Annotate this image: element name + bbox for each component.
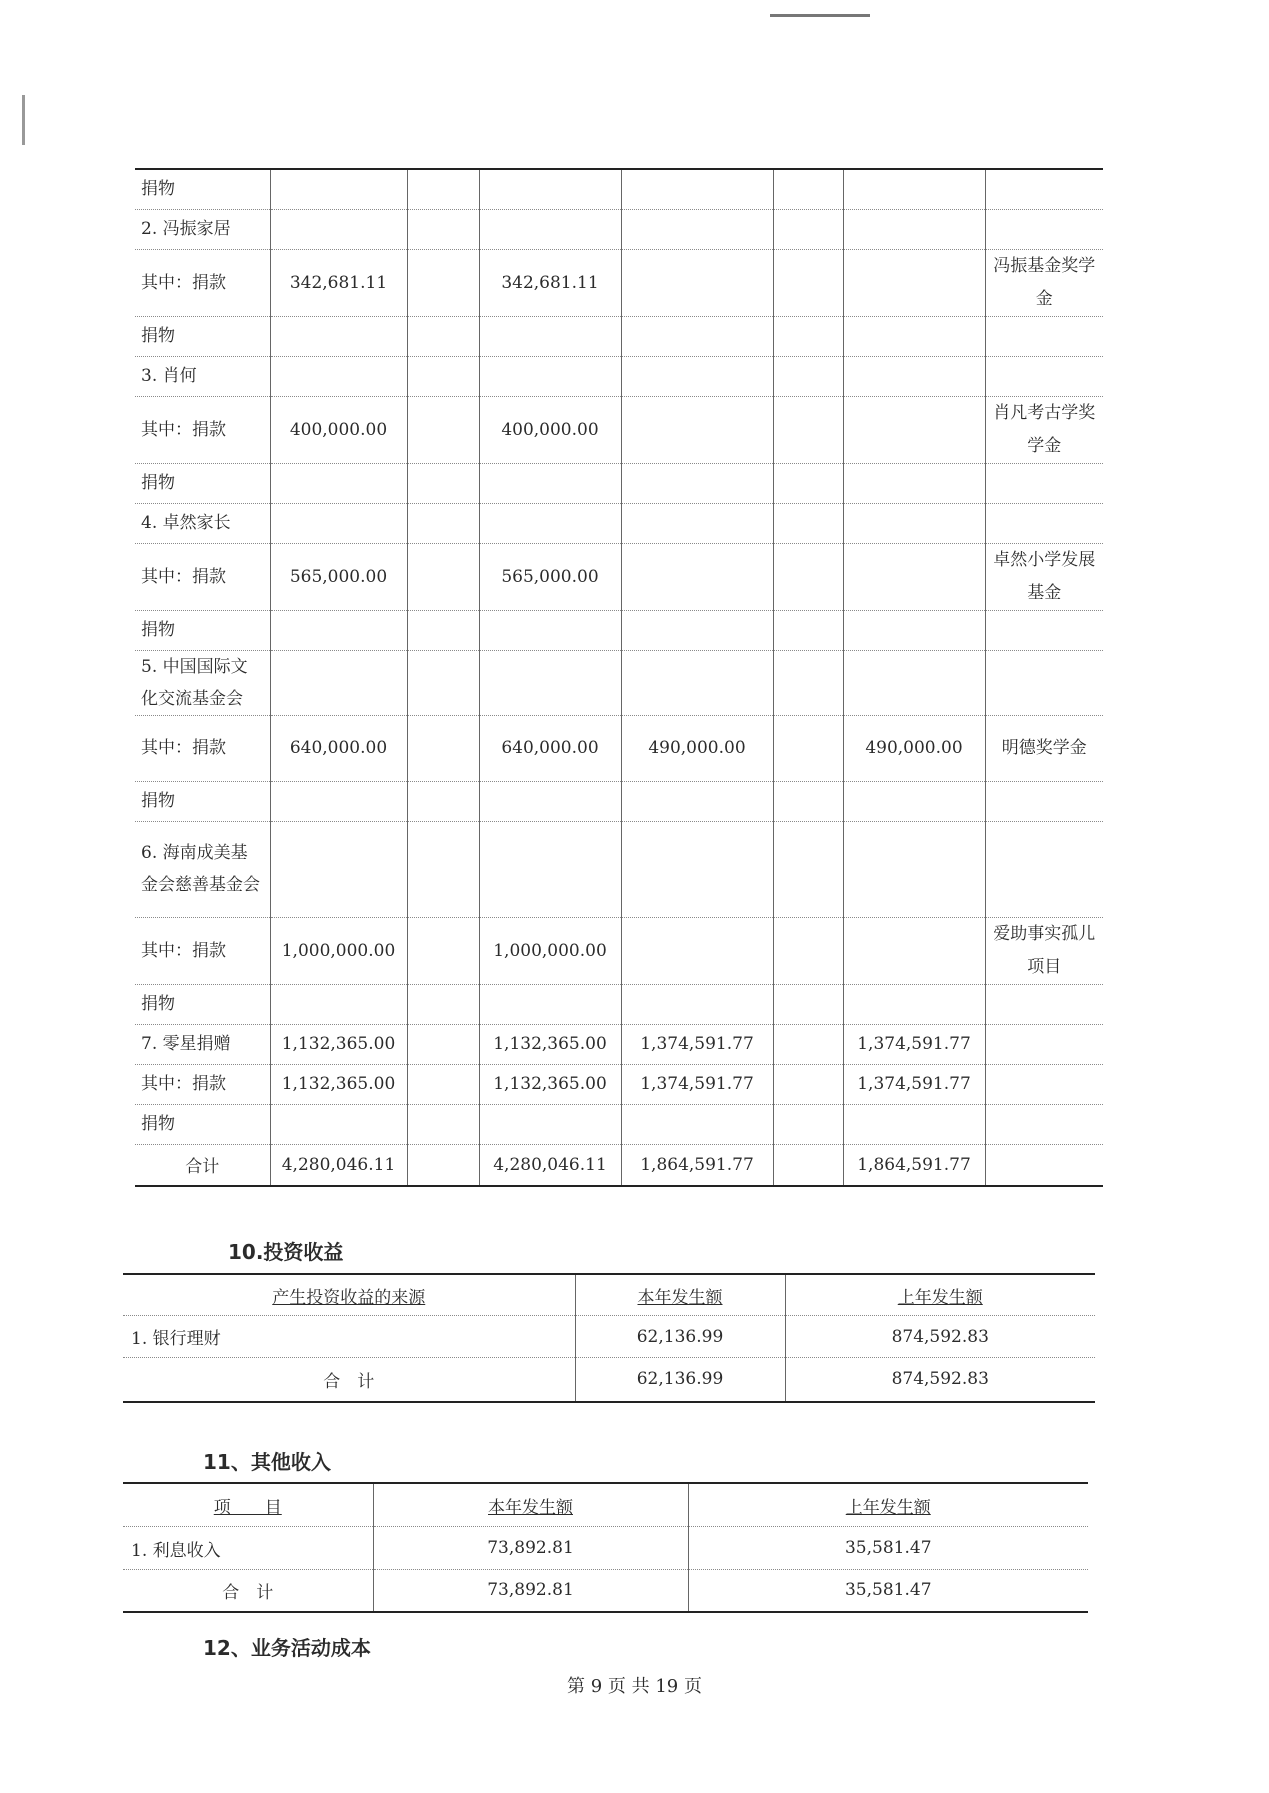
value-col-2 bbox=[479, 356, 621, 396]
table-row bbox=[135, 249, 1103, 316]
value-col-4: 490,000.00 bbox=[843, 715, 985, 781]
row-label: 捐物 bbox=[135, 610, 270, 650]
spacer-col-1 bbox=[407, 463, 479, 503]
value-col-1 bbox=[270, 984, 407, 1024]
value-col-2: 1,132,365.00 bbox=[479, 1064, 621, 1104]
value-col-2: 342,681.11 bbox=[479, 249, 621, 316]
value-col-1 bbox=[270, 781, 407, 821]
value-col-3 bbox=[621, 610, 773, 650]
row-label: 1. 利息收入 bbox=[123, 1527, 373, 1570]
value-col-4 bbox=[843, 821, 985, 917]
row-label: 合 计 bbox=[123, 1358, 575, 1402]
value-col-3 bbox=[621, 821, 773, 917]
spacer-col-2 bbox=[773, 715, 843, 781]
other-income-table bbox=[123, 1482, 1088, 1613]
value-col-4 bbox=[843, 356, 985, 396]
value-col-1 bbox=[270, 463, 407, 503]
table-header-row bbox=[123, 1483, 1088, 1527]
spacer-col-1 bbox=[407, 356, 479, 396]
header-source: 产生投资收益的来源 bbox=[123, 1274, 575, 1316]
row-purpose bbox=[985, 610, 1103, 650]
table-row bbox=[135, 396, 1103, 463]
row-purpose bbox=[985, 984, 1103, 1024]
row-label: 5. 中国国际文化交流基金会 bbox=[135, 650, 270, 715]
spacer-col-1 bbox=[407, 1104, 479, 1144]
value-col-1: 1,000,000.00 bbox=[270, 917, 407, 984]
value-col-1 bbox=[270, 650, 407, 715]
value-col-4: 1,374,591.77 bbox=[843, 1024, 985, 1064]
header-prior: 上年发生额 bbox=[785, 1274, 1095, 1316]
table-row bbox=[135, 650, 1103, 715]
row-purpose bbox=[985, 1144, 1103, 1186]
row-purpose: 卓然小学发展基金 bbox=[985, 543, 1103, 610]
value-col-2 bbox=[479, 610, 621, 650]
spacer-col-2 bbox=[773, 650, 843, 715]
row-label: 2. 冯振家居 bbox=[135, 209, 270, 249]
value-col-2 bbox=[479, 503, 621, 543]
value-col-4: 1,374,591.77 bbox=[843, 1064, 985, 1104]
value-col-4 bbox=[843, 984, 985, 1024]
row-purpose bbox=[985, 1064, 1103, 1104]
row-label: 捐物 bbox=[135, 169, 270, 209]
section-11-title: 11、其他收入 bbox=[203, 1450, 331, 1474]
row-prior: 874,592.83 bbox=[785, 1358, 1095, 1402]
value-col-1 bbox=[270, 316, 407, 356]
value-col-1 bbox=[270, 209, 407, 249]
row-purpose bbox=[985, 463, 1103, 503]
value-col-3: 490,000.00 bbox=[621, 715, 773, 781]
spacer-col-2 bbox=[773, 396, 843, 463]
table-header-row bbox=[123, 1274, 1095, 1316]
section-10-title: 10.投资收益 bbox=[228, 1240, 344, 1264]
spacer-col-1 bbox=[407, 821, 479, 917]
row-current: 73,892.81 bbox=[373, 1527, 688, 1570]
value-col-3 bbox=[621, 543, 773, 610]
row-label: 1. 银行理财 bbox=[123, 1316, 575, 1358]
row-purpose bbox=[985, 1104, 1103, 1144]
table-row bbox=[135, 463, 1103, 503]
spacer-col-1 bbox=[407, 169, 479, 209]
value-col-3 bbox=[621, 984, 773, 1024]
row-purpose: 明德奖学金 bbox=[985, 715, 1103, 781]
row-purpose: 冯振基金奖学金 bbox=[985, 249, 1103, 316]
spacer-col-1 bbox=[407, 209, 479, 249]
scan-mark-left bbox=[22, 95, 25, 145]
value-col-1 bbox=[270, 503, 407, 543]
spacer-col-2 bbox=[773, 169, 843, 209]
header-current: 本年发生额 bbox=[575, 1274, 785, 1316]
table-row bbox=[135, 715, 1103, 781]
value-col-2: 640,000.00 bbox=[479, 715, 621, 781]
table-row bbox=[135, 917, 1103, 984]
table-row bbox=[135, 781, 1103, 821]
table-row bbox=[135, 316, 1103, 356]
value-col-2 bbox=[479, 209, 621, 249]
row-purpose: 肖凡考古学奖学金 bbox=[985, 396, 1103, 463]
value-col-2 bbox=[479, 463, 621, 503]
row-label: 3. 肖何 bbox=[135, 356, 270, 396]
spacer-col-1 bbox=[407, 781, 479, 821]
row-prior: 35,581.47 bbox=[688, 1570, 1088, 1612]
table-row bbox=[135, 1064, 1103, 1104]
spacer-col-1 bbox=[407, 715, 479, 781]
row-label: 6. 海南成美基金会慈善基金会 bbox=[135, 821, 270, 917]
value-col-4 bbox=[843, 463, 985, 503]
value-col-3: 1,374,591.77 bbox=[621, 1024, 773, 1064]
value-col-2: 1,132,365.00 bbox=[479, 1024, 621, 1064]
spacer-col-2 bbox=[773, 1104, 843, 1144]
value-col-4 bbox=[843, 781, 985, 821]
row-label: 捐物 bbox=[135, 781, 270, 821]
spacer-col-2 bbox=[773, 610, 843, 650]
spacer-col-1 bbox=[407, 396, 479, 463]
value-col-4 bbox=[843, 503, 985, 543]
value-col-1: 640,000.00 bbox=[270, 715, 407, 781]
spacer-col-2 bbox=[773, 249, 843, 316]
row-label: 4. 卓然家长 bbox=[135, 503, 270, 543]
spacer-col-1 bbox=[407, 610, 479, 650]
value-col-1: 4,280,046.11 bbox=[270, 1144, 407, 1186]
table-row-total bbox=[135, 1144, 1103, 1186]
value-col-1 bbox=[270, 169, 407, 209]
spacer-col-2 bbox=[773, 781, 843, 821]
row-label: 其中：捐款 bbox=[135, 249, 270, 316]
row-label: 合计 bbox=[135, 1144, 270, 1186]
header-prior: 上年发生额 bbox=[688, 1483, 1088, 1527]
spacer-col-2 bbox=[773, 463, 843, 503]
value-col-4 bbox=[843, 396, 985, 463]
spacer-col-1 bbox=[407, 1024, 479, 1064]
value-col-3 bbox=[621, 781, 773, 821]
value-col-1: 565,000.00 bbox=[270, 543, 407, 610]
table-row bbox=[135, 356, 1103, 396]
value-col-4: 1,864,591.77 bbox=[843, 1144, 985, 1186]
spacer-col-1 bbox=[407, 316, 479, 356]
spacer-col-2 bbox=[773, 821, 843, 917]
row-prior: 35,581.47 bbox=[688, 1527, 1088, 1570]
table-row bbox=[135, 1024, 1103, 1064]
value-col-4 bbox=[843, 249, 985, 316]
spacer-col-2 bbox=[773, 917, 843, 984]
value-col-1 bbox=[270, 1104, 407, 1144]
row-purpose bbox=[985, 821, 1103, 917]
table-row bbox=[135, 984, 1103, 1024]
spacer-col-1 bbox=[407, 249, 479, 316]
value-col-2: 1,000,000.00 bbox=[479, 917, 621, 984]
donations-table bbox=[135, 168, 1103, 1187]
value-col-4 bbox=[843, 610, 985, 650]
value-col-4 bbox=[843, 543, 985, 610]
value-col-3 bbox=[621, 396, 773, 463]
row-purpose bbox=[985, 781, 1103, 821]
row-label: 合 计 bbox=[123, 1570, 373, 1612]
row-purpose bbox=[985, 650, 1103, 715]
value-col-3 bbox=[621, 356, 773, 396]
value-col-1: 1,132,365.00 bbox=[270, 1024, 407, 1064]
value-col-4 bbox=[843, 650, 985, 715]
table-row bbox=[135, 543, 1103, 610]
row-purpose: 爱助事实孤儿项目 bbox=[985, 917, 1103, 984]
scan-mark-top bbox=[770, 14, 870, 17]
table-row bbox=[135, 503, 1103, 543]
table-row bbox=[135, 821, 1103, 917]
spacer-col-2 bbox=[773, 316, 843, 356]
value-col-3 bbox=[621, 503, 773, 543]
value-col-2: 565,000.00 bbox=[479, 543, 621, 610]
value-col-3 bbox=[621, 249, 773, 316]
row-purpose bbox=[985, 209, 1103, 249]
table-row bbox=[123, 1316, 1095, 1358]
value-col-4 bbox=[843, 1104, 985, 1144]
value-col-3 bbox=[621, 169, 773, 209]
spacer-col-1 bbox=[407, 1064, 479, 1104]
row-label: 其中：捐款 bbox=[135, 917, 270, 984]
spacer-col-2 bbox=[773, 543, 843, 610]
table-row-total bbox=[123, 1570, 1088, 1612]
row-label: 其中：捐款 bbox=[135, 543, 270, 610]
row-current: 62,136.99 bbox=[575, 1316, 785, 1358]
value-col-2 bbox=[479, 650, 621, 715]
value-col-2 bbox=[479, 1104, 621, 1144]
row-purpose bbox=[985, 169, 1103, 209]
row-label: 捐物 bbox=[135, 316, 270, 356]
value-col-2 bbox=[479, 169, 621, 209]
spacer-col-1 bbox=[407, 984, 479, 1024]
row-label: 其中：捐款 bbox=[135, 1064, 270, 1104]
value-col-1 bbox=[270, 821, 407, 917]
spacer-col-1 bbox=[407, 650, 479, 715]
spacer-col-2 bbox=[773, 1064, 843, 1104]
value-col-3 bbox=[621, 917, 773, 984]
value-col-3 bbox=[621, 463, 773, 503]
table-row-total bbox=[123, 1358, 1095, 1402]
value-col-2: 4,280,046.11 bbox=[479, 1144, 621, 1186]
value-col-2 bbox=[479, 821, 621, 917]
spacer-col-2 bbox=[773, 209, 843, 249]
spacer-col-1 bbox=[407, 1144, 479, 1186]
table-row bbox=[123, 1527, 1088, 1570]
table-row bbox=[135, 1104, 1103, 1144]
value-col-1 bbox=[270, 610, 407, 650]
row-purpose bbox=[985, 1024, 1103, 1064]
value-col-4 bbox=[843, 169, 985, 209]
table-row bbox=[135, 209, 1103, 249]
page-footer: 第 9 页 共 19 页 bbox=[567, 1676, 702, 1697]
header-current: 本年发生额 bbox=[373, 1483, 688, 1527]
row-purpose bbox=[985, 316, 1103, 356]
value-col-3 bbox=[621, 316, 773, 356]
row-current: 73,892.81 bbox=[373, 1570, 688, 1612]
spacer-col-2 bbox=[773, 1024, 843, 1064]
row-purpose bbox=[985, 356, 1103, 396]
value-col-2 bbox=[479, 316, 621, 356]
value-col-3 bbox=[621, 650, 773, 715]
spacer-col-1 bbox=[407, 543, 479, 610]
spacer-col-2 bbox=[773, 1144, 843, 1186]
value-col-2 bbox=[479, 984, 621, 1024]
spacer-col-1 bbox=[407, 503, 479, 543]
value-col-4 bbox=[843, 917, 985, 984]
value-col-2: 400,000.00 bbox=[479, 396, 621, 463]
value-col-1 bbox=[270, 356, 407, 396]
value-col-4 bbox=[843, 209, 985, 249]
spacer-col-1 bbox=[407, 917, 479, 984]
row-label: 7. 零星捐赠 bbox=[135, 1024, 270, 1064]
table-row bbox=[135, 610, 1103, 650]
value-col-4 bbox=[843, 316, 985, 356]
row-label: 捐物 bbox=[135, 1104, 270, 1144]
row-label: 捐物 bbox=[135, 463, 270, 503]
row-label: 捐物 bbox=[135, 984, 270, 1024]
spacer-col-2 bbox=[773, 984, 843, 1024]
spacer-col-2 bbox=[773, 503, 843, 543]
row-label: 其中：捐款 bbox=[135, 715, 270, 781]
value-col-1: 342,681.11 bbox=[270, 249, 407, 316]
row-current: 62,136.99 bbox=[575, 1358, 785, 1402]
section-12-title: 12、业务活动成本 bbox=[203, 1636, 371, 1660]
value-col-3: 1,864,591.77 bbox=[621, 1144, 773, 1186]
row-label: 其中：捐款 bbox=[135, 396, 270, 463]
value-col-1: 1,132,365.00 bbox=[270, 1064, 407, 1104]
header-item: 项 目 bbox=[123, 1483, 373, 1527]
value-col-3: 1,374,591.77 bbox=[621, 1064, 773, 1104]
row-purpose bbox=[985, 503, 1103, 543]
value-col-2 bbox=[479, 781, 621, 821]
value-col-3 bbox=[621, 209, 773, 249]
spacer-col-2 bbox=[773, 356, 843, 396]
value-col-3 bbox=[621, 1104, 773, 1144]
row-prior: 874,592.83 bbox=[785, 1316, 1095, 1358]
table-row bbox=[135, 169, 1103, 209]
investment-income-table bbox=[123, 1273, 1095, 1403]
value-col-1: 400,000.00 bbox=[270, 396, 407, 463]
